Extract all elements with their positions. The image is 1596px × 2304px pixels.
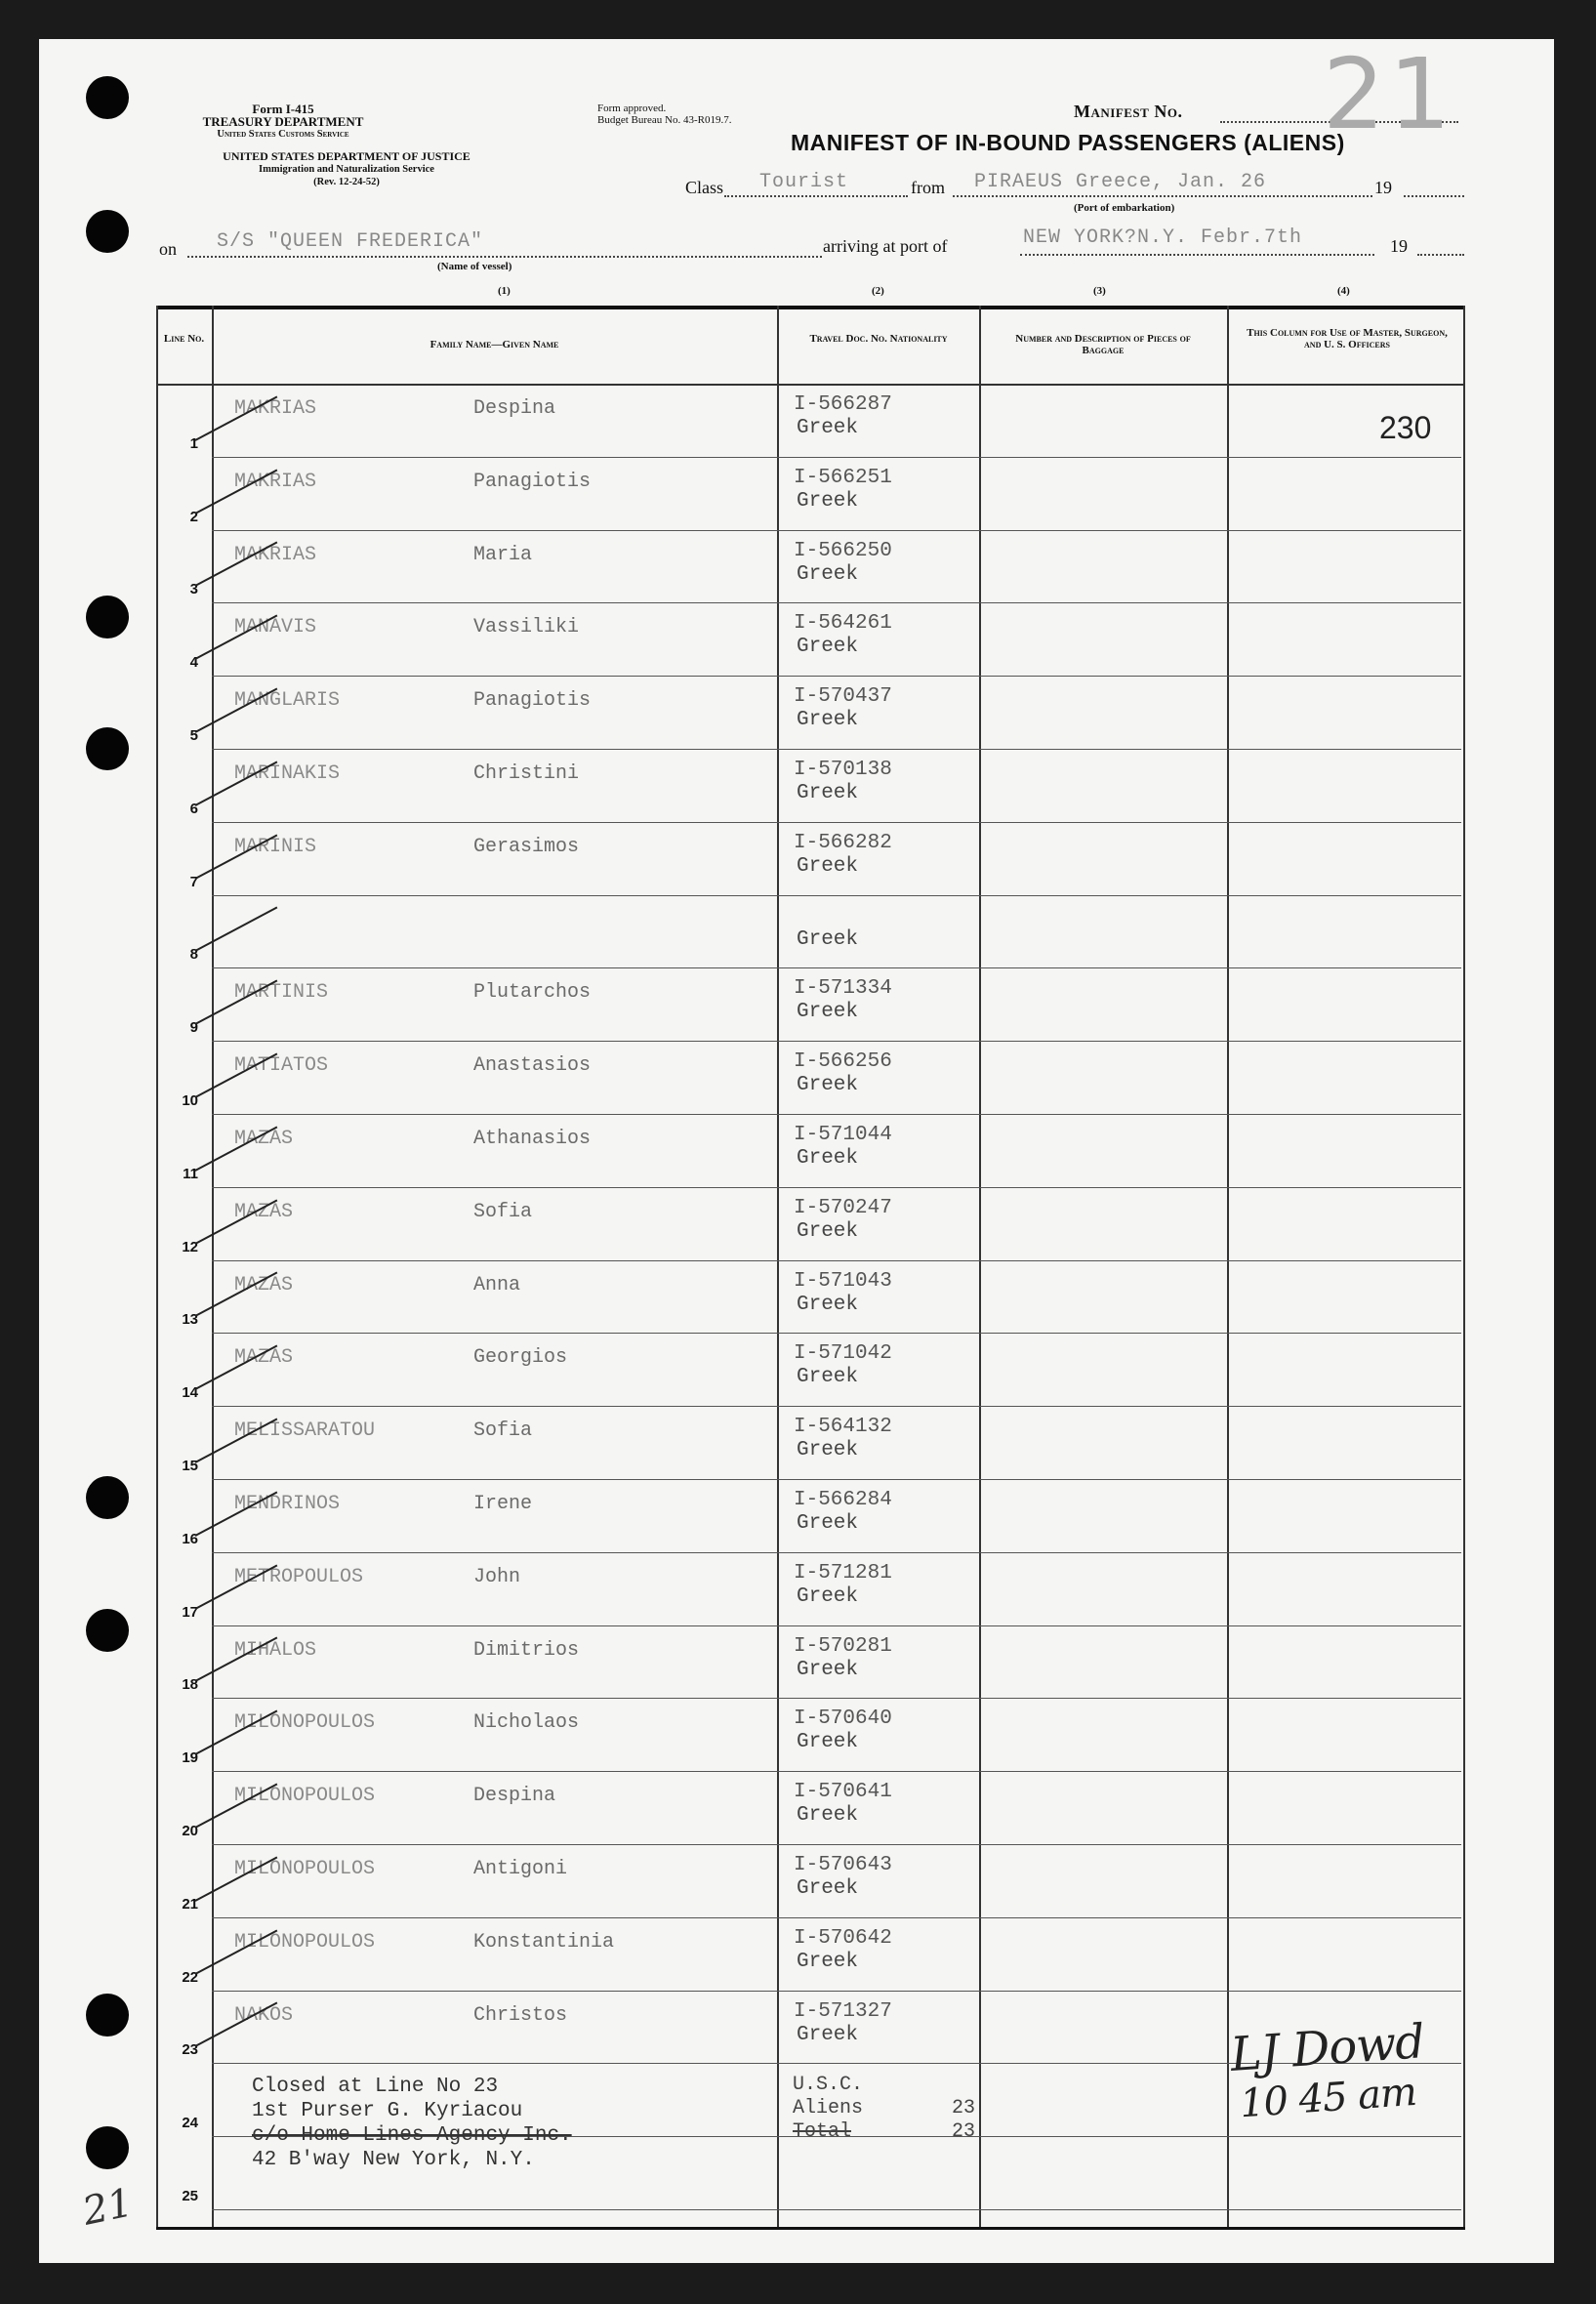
punch-hole bbox=[86, 76, 129, 119]
given-name: Panagiotis bbox=[473, 689, 592, 713]
year-line-2 bbox=[1417, 254, 1464, 256]
signature-time: 10 45 am bbox=[1238, 2069, 1418, 2127]
form-approved-text: Form approved. bbox=[597, 103, 667, 114]
family-name: MAKRIAS bbox=[234, 470, 317, 493]
class-label: Class bbox=[685, 178, 724, 197]
given-name: Anastasios bbox=[473, 1054, 592, 1078]
travel-doc-number: I-570437 bbox=[794, 685, 892, 709]
nationality: Greek bbox=[797, 1366, 859, 1389]
doc-col-rule bbox=[979, 306, 981, 2230]
punch-hole bbox=[86, 727, 129, 770]
margin-number: 21 bbox=[78, 2180, 138, 2235]
travel-doc-number: I-570281 bbox=[794, 1634, 892, 1658]
travel-doc-number: I-566284 bbox=[794, 1489, 892, 1511]
row-rule bbox=[212, 676, 1461, 677]
given-name: Athanasios bbox=[473, 1128, 592, 1150]
nationality: Greek bbox=[797, 2023, 859, 2046]
aliens-value: 23 bbox=[952, 2097, 976, 2119]
ins-service: Immigration and Naturalization Service bbox=[259, 164, 434, 175]
family-name: MELISSARATOU bbox=[234, 1419, 376, 1443]
travel-doc-number: I-570641 bbox=[794, 1781, 892, 1804]
travel-doc-number: I-566251 bbox=[794, 466, 892, 489]
line-number: 2 bbox=[189, 508, 198, 525]
nationality: Greek bbox=[797, 1512, 859, 1535]
given-name: Georgios bbox=[473, 1346, 568, 1370]
closing-line: Closed at Line No 23 bbox=[252, 2076, 499, 2098]
travel-doc-number: I-570642 bbox=[794, 1926, 892, 1950]
family-name: MARINAKIS bbox=[234, 762, 341, 785]
nationality: Greek bbox=[797, 1877, 859, 1900]
officer-signature bbox=[1229, 2014, 1429, 2127]
row-rule bbox=[212, 1260, 1461, 1261]
given-name: Panagiotis bbox=[473, 470, 592, 493]
nationality: Greek bbox=[797, 1439, 859, 1462]
arrival-line bbox=[1020, 254, 1374, 256]
line-number: 6 bbox=[189, 800, 198, 817]
family-name: MIHALOS bbox=[234, 1638, 317, 1662]
row-rule bbox=[212, 1041, 1461, 1042]
manifest-number: 21 bbox=[1323, 37, 1455, 151]
line-number: 4 bbox=[189, 654, 198, 672]
family-name: NAKOS bbox=[234, 2003, 294, 2027]
given-name: Sofia bbox=[473, 1419, 533, 1443]
given-name: Irene bbox=[473, 1493, 533, 1515]
punch-hole bbox=[86, 210, 129, 253]
given-name: Nicholaos bbox=[473, 1711, 580, 1735]
nationality: Greek bbox=[797, 1074, 859, 1097]
nationality: Greek bbox=[797, 489, 859, 513]
header-line-no: Line No. bbox=[163, 333, 205, 345]
column-number-4: (4) bbox=[1337, 285, 1350, 297]
row-rule bbox=[212, 602, 1461, 603]
line-number: 8 bbox=[189, 946, 198, 964]
travel-doc-number: I-564261 bbox=[794, 612, 892, 636]
total-label: Total bbox=[793, 2120, 852, 2143]
nationality: Greek bbox=[797, 1293, 859, 1316]
family-name: MANAVIS bbox=[234, 616, 317, 639]
travel-doc-number: I-571042 bbox=[794, 1342, 892, 1366]
vessel-note: (Name of vessel) bbox=[437, 261, 512, 272]
family-name: MAZAS bbox=[234, 1200, 294, 1223]
line-number: 12 bbox=[182, 1238, 198, 1255]
row-rule bbox=[212, 967, 1461, 968]
row-rule bbox=[212, 1187, 1461, 1188]
family-name: MILONOPOULOS bbox=[234, 1858, 376, 1880]
given-name: Gerasimos bbox=[473, 835, 580, 858]
from-line bbox=[953, 195, 1372, 197]
family-name: MAKRIAS bbox=[234, 397, 317, 420]
row-rule bbox=[212, 822, 1461, 823]
purser-line: 1st Purser G. Kyriacou bbox=[252, 2100, 523, 2122]
nationality: Greek bbox=[797, 709, 859, 732]
line-number: 7 bbox=[189, 873, 198, 890]
line-number: 13 bbox=[182, 1311, 198, 1329]
column-number-1: (1) bbox=[498, 285, 511, 297]
vessel-name: S/S "QUEEN FREDERICA" bbox=[217, 230, 484, 253]
travel-doc-number: I-566282 bbox=[794, 831, 892, 854]
line-number: 19 bbox=[182, 1749, 198, 1767]
family-name: MAZAS bbox=[234, 1273, 294, 1296]
revision: (Rev. 12-24-52) bbox=[313, 177, 380, 187]
column-number-3: (3) bbox=[1093, 285, 1106, 297]
line-number: 20 bbox=[182, 1823, 198, 1839]
row-rule bbox=[212, 1552, 1461, 1553]
table-left-rule bbox=[156, 306, 158, 2230]
nationality: Greek bbox=[797, 1658, 859, 1681]
travel-doc-number: I-566250 bbox=[794, 539, 892, 562]
manifest-no-label: Manifest No. bbox=[1074, 102, 1183, 121]
table-bottom-rule bbox=[156, 2227, 1465, 2230]
header-baggage: Number and Description of Pieces of Baggage bbox=[1015, 333, 1191, 356]
given-name: Anna bbox=[473, 1273, 521, 1296]
nationality: Greek bbox=[797, 1950, 859, 1973]
aliens-label: Aliens bbox=[793, 2097, 864, 2119]
travel-doc-number: I-571281 bbox=[794, 1561, 892, 1584]
given-name: Maria bbox=[473, 543, 533, 566]
family-name: MAZAS bbox=[234, 1128, 294, 1150]
row-rule bbox=[212, 1479, 1461, 1480]
form-number: Form I-415 bbox=[252, 102, 314, 116]
travel-doc-number: I-566256 bbox=[794, 1050, 892, 1074]
line-number: 1 bbox=[189, 434, 198, 452]
row-rule bbox=[212, 1917, 1461, 1918]
baggage-col-rule bbox=[1227, 306, 1229, 2230]
given-name: Sofia bbox=[473, 1200, 533, 1223]
vessel-line bbox=[187, 256, 822, 258]
punch-hole bbox=[86, 2126, 129, 2169]
page-title: MANIFEST OF IN-BOUND PASSENGERS (ALIENS) bbox=[791, 130, 1345, 155]
line-number: 16 bbox=[182, 1530, 198, 1547]
family-name: MILONOPOULOS bbox=[234, 1711, 376, 1735]
row-rule bbox=[212, 2209, 1461, 2210]
line-number: 10 bbox=[182, 1092, 198, 1109]
row-rule bbox=[212, 1991, 1461, 1992]
given-name: Konstantinia bbox=[473, 1930, 615, 1954]
family-name: MARTINIS bbox=[234, 981, 329, 1005]
row-rule bbox=[212, 1625, 1461, 1626]
signature-name: LJ Dowd bbox=[1228, 2014, 1426, 2082]
line-col-rule bbox=[212, 306, 214, 2230]
punch-hole bbox=[86, 1609, 129, 1652]
family-name: MILONOPOULOS bbox=[234, 1785, 376, 1808]
family-name: MARINIS bbox=[234, 835, 317, 858]
travel-doc-number: I-571327 bbox=[794, 1999, 892, 2023]
travel-doc-number: I-571334 bbox=[794, 977, 892, 1001]
form-issuer-block bbox=[146, 103, 420, 141]
travel-doc-number: I-570640 bbox=[794, 1707, 892, 1731]
class-line bbox=[724, 195, 908, 197]
given-name: Vassiliki bbox=[473, 616, 580, 639]
family-name: METROPOULOS bbox=[234, 1565, 364, 1588]
nationality: Greek bbox=[797, 1147, 859, 1170]
total-value: 23 bbox=[952, 2120, 976, 2143]
class-value: Tourist bbox=[759, 171, 849, 193]
header-officers: This Column for Use of Master, Surgeon, and U. S. Officers bbox=[1247, 327, 1448, 350]
row-rule bbox=[212, 1698, 1461, 1699]
punch-hole bbox=[86, 1476, 129, 1519]
line-number: 17 bbox=[182, 1603, 198, 1621]
on-label: on bbox=[159, 239, 177, 259]
family-name: MILONOPOULOS bbox=[234, 1930, 376, 1954]
punch-hole bbox=[86, 1994, 129, 2037]
row-rule bbox=[212, 895, 1461, 896]
travel-doc-number: I-570247 bbox=[794, 1196, 892, 1219]
line-number: 15 bbox=[182, 1458, 198, 1474]
given-name: Christini bbox=[473, 762, 580, 785]
port-embarkation-note: (Port of embarkation) bbox=[1074, 202, 1175, 214]
year-line bbox=[1404, 195, 1464, 197]
treasury-department: TREASURY DEPARTMENT bbox=[202, 114, 364, 129]
nationality: Greek bbox=[797, 636, 859, 659]
row-rule bbox=[212, 1844, 1461, 1845]
justice-block bbox=[156, 150, 537, 188]
arriving-label: arriving at port of bbox=[823, 236, 948, 256]
family-name: MATIATOS bbox=[234, 1054, 329, 1078]
name-col-rule bbox=[777, 306, 779, 2230]
nationality: Greek bbox=[797, 562, 859, 586]
row-rule bbox=[212, 749, 1461, 750]
nationality: Greek bbox=[797, 1219, 859, 1243]
travel-doc-number: I-570643 bbox=[794, 1854, 892, 1876]
line-number: 5 bbox=[189, 727, 198, 744]
punch-hole bbox=[86, 596, 129, 638]
nationality: Greek bbox=[797, 927, 859, 951]
nationality: Greek bbox=[797, 417, 859, 439]
from-label: from bbox=[911, 178, 945, 197]
nationality: Greek bbox=[797, 1001, 859, 1024]
travel-doc-number: I-571043 bbox=[794, 1269, 892, 1293]
family-name: MAZAS bbox=[234, 1346, 294, 1370]
row-rule bbox=[212, 1771, 1461, 1772]
travel-doc-number: I-566287 bbox=[794, 393, 892, 416]
line-number: 22 bbox=[182, 1968, 198, 1986]
line-number: 14 bbox=[182, 1384, 198, 1402]
family-name: MAKRIAS bbox=[234, 543, 317, 566]
form-approval bbox=[597, 103, 731, 126]
nationality: Greek bbox=[797, 1584, 859, 1608]
nationality: Greek bbox=[797, 782, 859, 804]
line-number: 18 bbox=[182, 1676, 198, 1694]
line-number: 23 bbox=[182, 2041, 198, 2059]
budget-bureau: Budget Bureau No. 43-R019.7. bbox=[597, 114, 732, 126]
column-number-2: (2) bbox=[872, 285, 884, 297]
travel-doc-number: I-571044 bbox=[794, 1124, 892, 1146]
given-name: Despina bbox=[473, 1785, 556, 1808]
given-name: Antigoni bbox=[473, 1858, 568, 1880]
row-rule bbox=[212, 1114, 1461, 1115]
row-rule bbox=[212, 530, 1461, 531]
header-family-given-name: Family Name—Given Name bbox=[430, 339, 559, 350]
family-name: MENDRINOS bbox=[234, 1493, 341, 1515]
travel-doc-number: I-564132 bbox=[794, 1416, 892, 1439]
table-right-rule bbox=[1463, 306, 1465, 2230]
year-label: 19 bbox=[1374, 178, 1392, 197]
given-name: Dimitrios bbox=[473, 1638, 580, 1662]
line-number: 24 bbox=[182, 2115, 198, 2132]
line-number: 3 bbox=[189, 581, 198, 598]
nationality: Greek bbox=[797, 1731, 859, 1754]
travel-doc-number: I-570138 bbox=[794, 759, 892, 781]
agency-line: c/o Home Lines Agency Inc. bbox=[252, 2124, 572, 2147]
nationality: Greek bbox=[797, 1804, 859, 1828]
justice-department: UNITED STATES DEPARTMENT OF JUSTICE bbox=[223, 149, 471, 163]
port-of-embarkation: PIRAEUS Greece, Jan. 26 bbox=[974, 171, 1267, 193]
row-rule bbox=[212, 457, 1461, 458]
table-top-rule bbox=[156, 306, 1465, 309]
family-name: MANGLARIS bbox=[234, 689, 341, 713]
row-rule bbox=[212, 1406, 1461, 1407]
given-name: Plutarchos bbox=[473, 981, 592, 1005]
line-number: 25 bbox=[182, 2188, 198, 2204]
given-name: John bbox=[473, 1565, 521, 1588]
address-line: 42 B'way New York, N.Y. bbox=[252, 2149, 535, 2171]
line-number: 11 bbox=[183, 1165, 198, 1182]
officer-count: 230 bbox=[1379, 410, 1432, 445]
line-number: 9 bbox=[189, 1019, 198, 1037]
arrival-port: NEW YORK?N.Y. Febr.7th bbox=[1023, 226, 1303, 249]
year-label-2: 19 bbox=[1390, 236, 1408, 256]
given-name: Despina bbox=[473, 397, 556, 420]
given-name: Christos bbox=[473, 2003, 568, 2027]
row-rule bbox=[212, 1333, 1461, 1334]
nationality: Greek bbox=[797, 854, 859, 878]
usc-label: U.S.C. bbox=[793, 2074, 864, 2096]
customs-service: United States Customs Service bbox=[217, 129, 349, 140]
header-rule bbox=[156, 384, 1465, 386]
header-travel-doc: Travel Doc. No. Nationality bbox=[809, 333, 948, 345]
line-number: 21 bbox=[182, 1895, 198, 1913]
